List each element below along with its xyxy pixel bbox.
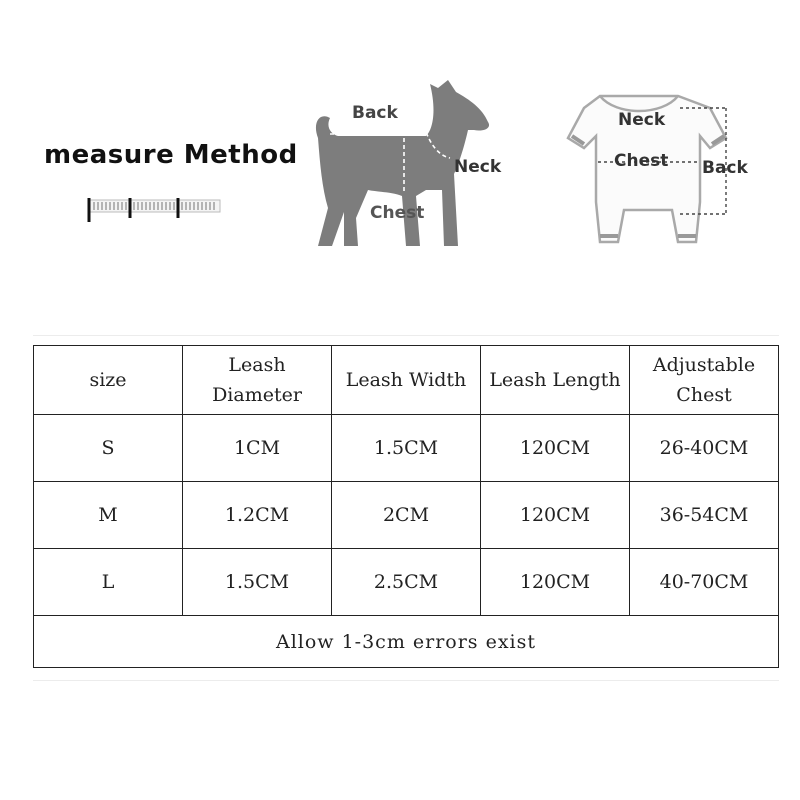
table-cell: M — [34, 482, 183, 549]
table-cell: 40-70CM — [630, 549, 779, 616]
table-cell: 2CM — [332, 482, 481, 549]
dog-chest-label: Chest — [370, 203, 425, 223]
guide-line-bottom — [33, 680, 779, 681]
header-leash-diameter: Leash Diameter — [183, 346, 332, 415]
table-cell: 120CM — [481, 549, 630, 616]
table-cell: 1.5CM — [183, 549, 332, 616]
size-table — [33, 345, 779, 668]
shirt-chest-label: Chest — [614, 151, 669, 171]
table-cell: S — [34, 415, 183, 482]
page-title: measure Method — [44, 140, 298, 170]
table-row — [34, 415, 779, 482]
table-note: Allow 1-3cm errors exist — [34, 616, 779, 668]
header-leash-length: Leash Length — [481, 346, 630, 415]
guide-line-top — [33, 335, 779, 336]
table-cell: 26-40CM — [630, 415, 779, 482]
table-row — [34, 482, 779, 549]
table-row — [34, 549, 779, 616]
shirt-back-label: Back — [702, 158, 748, 178]
header-adjustable-chest: Adjustable Chest — [630, 346, 779, 415]
ruler-icon — [86, 196, 222, 224]
table-cell: 120CM — [481, 415, 630, 482]
table-cell: 1.5CM — [332, 415, 481, 482]
table-cell: 1.2CM — [183, 482, 332, 549]
header-size: size — [34, 346, 183, 415]
table-cell: 36-54CM — [630, 482, 779, 549]
header-leash-width: Leash Width — [332, 346, 481, 415]
table-cell: 2.5CM — [332, 549, 481, 616]
dog-neck-label: Neck — [454, 157, 502, 177]
table-note-row — [34, 616, 779, 668]
table-cell: 1CM — [183, 415, 332, 482]
table-header-row — [34, 346, 779, 415]
shirt-neck-label: Neck — [618, 110, 666, 130]
table-cell: 120CM — [481, 482, 630, 549]
dog-back-label: Back — [352, 103, 398, 123]
table-cell: L — [34, 549, 183, 616]
